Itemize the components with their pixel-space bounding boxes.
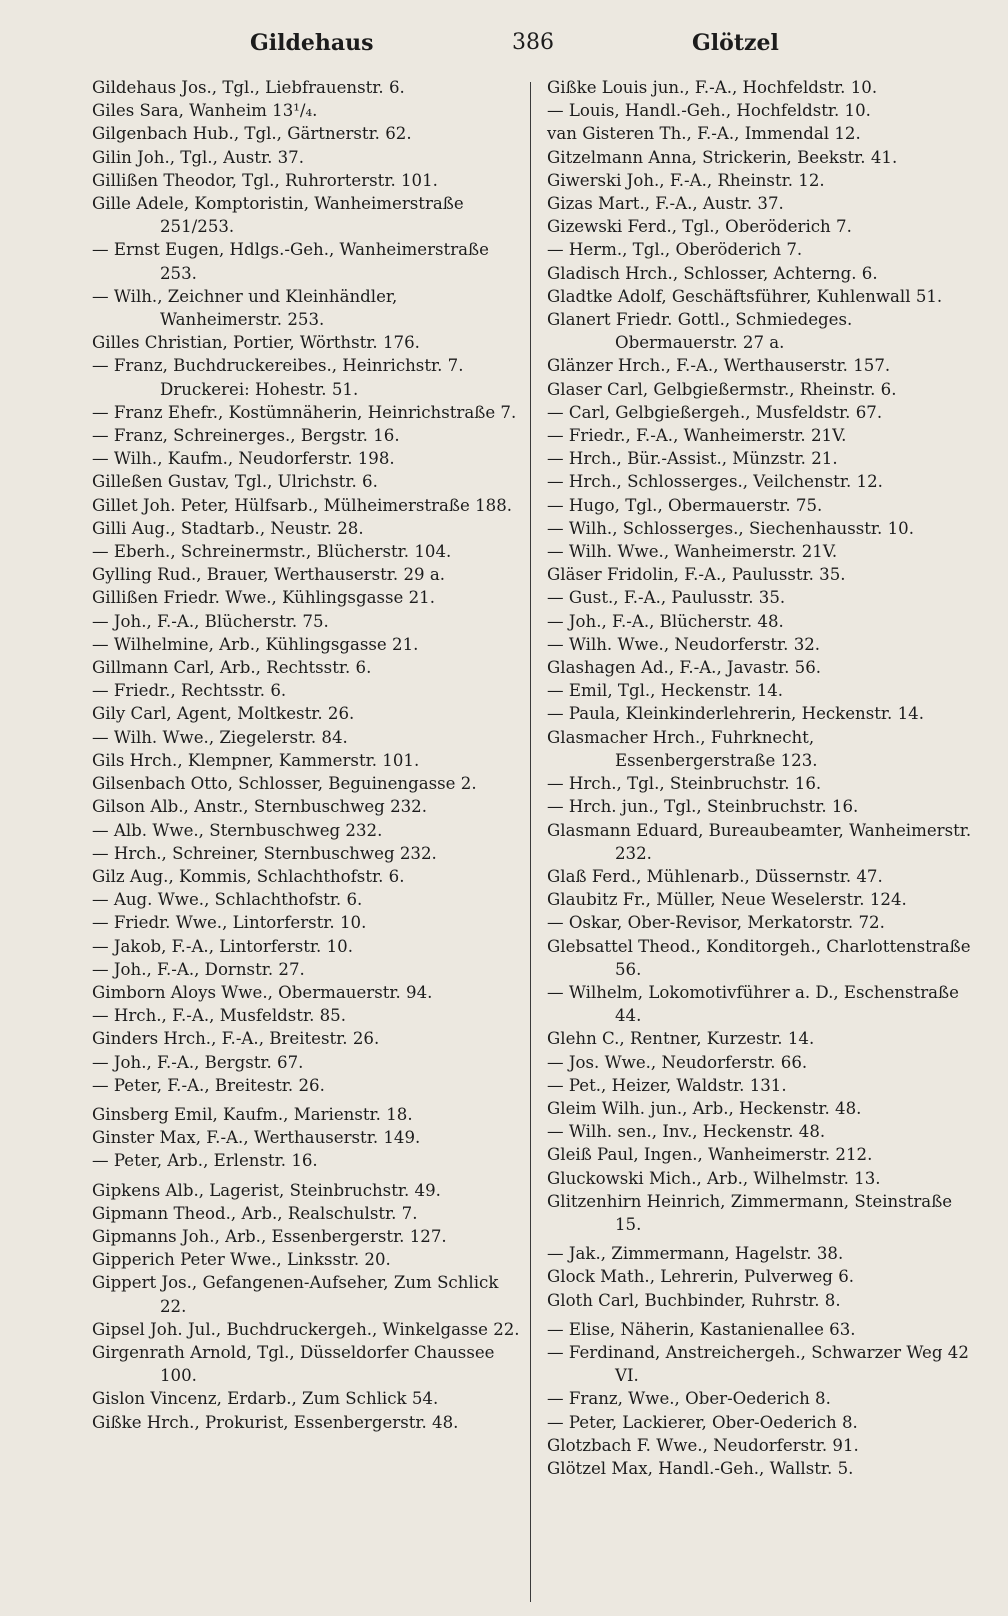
directory-entry: — Peter, Arb., Erlenstr. 16.	[92, 1151, 318, 1171]
directory-entry: — Joh., F.-A., Blücherstr. 75.	[92, 611, 329, 631]
directory-entry: Gilleßen Gustav, Tgl., Ulrichstr. 6.	[92, 472, 378, 492]
directory-entry: — Wilh. Wwe., Neudorferstr. 32.	[547, 634, 821, 654]
directory-entry: Gilgenbach Hub., Tgl., Gärtnerstr. 62.	[92, 124, 412, 144]
directory-entry: Glehn C., Rentner, Kurzestr. 14.	[547, 1029, 815, 1049]
directory-entry: Glebsattel Theod., Konditorgeh., Charlottenstraße 56.	[547, 936, 971, 979]
directory-entry: Gille Adele, Komptoristin, Wanheimerstraße 251/253.	[92, 194, 464, 237]
directory-entry: — Ernst Eugen, Hdlgs.-Geh., Wanheimerstraße 253.	[92, 240, 489, 283]
header-left-keyword: Gildehaus	[250, 30, 374, 56]
directory-entry: Gipmanns Joh., Arb., Essenbergerstr. 127.	[92, 1226, 447, 1246]
directory-entry: — Ferdinand, Anstreichergeh., Schwarzer Weg 42 VI.	[547, 1342, 969, 1386]
directory-entry: van Gisteren Th., F.-A., Immendal 12.	[547, 124, 861, 144]
directory-entry: Gilson Alb., Anstr., Sternbuschweg 232.	[92, 797, 428, 817]
directory-entry: — Hrch. jun., Tgl., Steinbruchstr. 16.	[547, 797, 859, 817]
directory-entry: — Wilh. Wwe., Wanheimerstr. 21V.	[547, 542, 838, 562]
directory-entry: — Aug. Wwe., Schlachthofstr. 6.	[92, 890, 363, 910]
directory-entry: — Friedr. Wwe., Lintorferstr. 10.	[92, 913, 367, 933]
page-number: 386	[512, 30, 554, 55]
directory-entry: Gipkens Alb., Lagerist, Steinbruchstr. 49.	[92, 1180, 441, 1200]
directory-entry: Gillet Joh. Peter, Hülfsarb., Mülheimerstraße 188.	[92, 495, 513, 515]
directory-entry: — Hrch., Schreiner, Sternbuschweg 232.	[92, 843, 437, 863]
directory-entry: — Joh., F.-A., Bergstr. 67.	[92, 1052, 304, 1072]
directory-entry: — Louis, Handl.-Geh., Hochfeldstr. 10.	[547, 101, 871, 121]
directory-entry: Gizewski Ferd., Tgl., Oberöderich 7.	[547, 217, 852, 237]
directory-entry: Gluckowski Mich., Arb., Wilhelmstr. 13.	[547, 1168, 881, 1188]
directory-entry: — Hrch., Schlosserges., Veilchenstr. 12.	[547, 472, 883, 492]
directory-entry: — Jos. Wwe., Neudorferstr. 66.	[547, 1052, 808, 1072]
directory-entry: — Elise, Näherin, Kastanienallee 63.	[547, 1319, 856, 1339]
directory-entry: — Hrch., Bür.-Assist., Münzstr. 21.	[547, 449, 838, 469]
directory-entry: Glitzenhirn Heinrich, Zimmermann, Steinstraße 15.	[547, 1191, 953, 1234]
right-column	[547, 76, 977, 1480]
header-right-keyword: Glötzel	[692, 30, 779, 56]
directory-entry: Glaubitz Fr., Müller, Neue Weselerstr. 124.	[547, 890, 907, 910]
directory-entry: — Friedr., Rechtsstr. 6.	[92, 681, 287, 701]
directory-entry: Gläser Fridolin, F.-A., Paulusstr. 35.	[547, 565, 846, 585]
directory-entry: Gleiß Paul, Ingen., Wanheimerstr. 212.	[547, 1145, 873, 1165]
directory-entry: — Carl, Gelbgießergeh., Musfeldstr. 67.	[547, 402, 883, 422]
directory-entry: Girgenrath Arnold, Tgl., Düsseldorfer Chaussee 100.	[92, 1342, 495, 1386]
directory-entry: Glänzer Hrch., F.-A., Werthauserstr. 157.	[547, 356, 891, 376]
directory-entry: — Wilhelmine, Arb., Kühlingsgasse 21.	[92, 634, 419, 654]
page-header	[0, 30, 1008, 64]
directory-entry: Gitzelmann Anna, Strickerin, Beekstr. 41.	[547, 147, 898, 167]
directory-entry: Ginsberg Emil, Kaufm., Marienstr. 18.	[92, 1104, 413, 1124]
directory-entry: — Herm., Tgl., Oberöderich 7.	[547, 240, 803, 260]
directory-entry: Giles Sara, Wanheim 13¹/₄.	[92, 101, 318, 121]
directory-entry: — Wilh., Kaufm., Neudorferstr. 198.	[92, 449, 395, 469]
directory-entry: Gißke Hrch., Prokurist, Essenbergerstr. 48.	[92, 1412, 459, 1432]
directory-entry: — Alb. Wwe., Sternbuschweg 232.	[92, 820, 383, 840]
directory-entry: — Franz, Wwe., Ober-Oederich 8.	[547, 1389, 831, 1409]
directory-entry: Glashagen Ad., F.-A., Javastr. 56.	[547, 658, 822, 678]
directory-entry: — Franz Ehefr., Kostümnäherin, Heinrichstraße 7.	[92, 402, 517, 422]
directory-entry: Glötzel Max, Handl.-Geh., Wallstr. 5.	[547, 1458, 854, 1478]
directory-entry: Gipmann Theod., Arb., Realschulstr. 7.	[92, 1203, 418, 1223]
directory-entry: Ginders Hrch., F.-A., Breitestr. 26.	[92, 1029, 380, 1049]
directory-entry: Gladisch Hrch., Schlosser, Achterng. 6.	[547, 263, 878, 283]
directory-entry: — Peter, Lackierer, Ober-Oederich 8.	[547, 1412, 858, 1432]
directory-entry: — Joh., F.-A., Blücherstr. 48.	[547, 611, 784, 631]
directory-entry: — Wilh. Wwe., Ziegelerstr. 84.	[92, 727, 348, 747]
directory-entry: Glock Math., Lehrerin, Pulverweg 6.	[547, 1267, 855, 1287]
directory-entry: Glaß Ferd., Mühlenarb., Düssernstr. 47.	[547, 866, 883, 886]
directory-entry: — Jak., Zimmermann, Hagelstr. 38.	[547, 1244, 844, 1264]
directory-entry: Gimborn Aloys Wwe., Obermauerstr. 94.	[92, 982, 433, 1002]
directory-entry: Glasmacher Hrch., Fuhrknecht, Essenbergerstraße 123.	[547, 727, 818, 770]
column-divider	[530, 82, 531, 1602]
directory-entry: Gilin Joh., Tgl., Austr. 37.	[92, 147, 305, 167]
directory-entry: Giwerski Joh., F.-A., Rheinstr. 12.	[547, 170, 825, 190]
directory-entry: Gleim Wilh. jun., Arb., Heckenstr. 48.	[547, 1098, 862, 1118]
directory-entry: — Hrch., Tgl., Steinbruchstr. 16.	[547, 774, 822, 794]
directory-entry: Gloth Carl, Buchbinder, Ruhrstr. 8.	[547, 1290, 841, 1310]
directory-entry: — Peter, F.-A., Breitestr. 26.	[92, 1075, 325, 1095]
directory-entry: Gilsenbach Otto, Schlosser, Beguinengasse 2.	[92, 774, 477, 794]
directory-entry: — Gust., F.-A., Paulusstr. 35.	[547, 588, 786, 608]
directory-entry: Gils Hrch., Klempner, Kammerstr. 101.	[92, 750, 420, 770]
directory-entry: Gillmann Carl, Arb., Rechtsstr. 6.	[92, 658, 372, 678]
directory-entry: — Joh., F.-A., Dornstr. 27.	[92, 959, 305, 979]
directory-entry: Gily Carl, Agent, Moltkestr. 26.	[92, 704, 355, 724]
directory-entry: Gilli Aug., Stadtarb., Neustr. 28.	[92, 518, 364, 538]
directory-entry: — Paula, Kleinkinderlehrerin, Heckenstr. 14.	[547, 704, 924, 724]
directory-entry: Gilles Christian, Portier, Wörthstr. 176.	[92, 333, 420, 353]
directory-entry: — Oskar, Ober-Revisor, Merkatorstr. 72.	[547, 913, 885, 933]
directory-entry: — Friedr., F.-A., Wanheimerstr. 21V.	[547, 426, 847, 446]
directory-entry: Gylling Rud., Brauer, Werthauserstr. 29 a.	[92, 565, 446, 585]
directory-entry: Gizas Mart., F.-A., Austr. 37.	[547, 194, 784, 214]
directory-entry: — Hrch., F.-A., Musfeldstr. 85.	[92, 1006, 347, 1026]
directory-entry: — Wilh., Schlosserges., Siechenhausstr. 10.	[547, 518, 914, 538]
directory-entry: — Eberh., Schreinermstr., Blücherstr. 104.	[92, 542, 452, 562]
directory-entry: — Wilh., Zeichner und Kleinhändler, Wanheimerstr. 253.	[92, 286, 398, 330]
directory-entry: — Franz, Buchdruckereibes., Heinrichstr. 7. Druckerei: Hohestr. 51.	[92, 356, 464, 399]
directory-entry: Glanert Friedr. Gottl., Schmiedeges. Obermauerstr. 27 a.	[547, 310, 853, 353]
directory-entry: Gillißen Friedr. Wwe., Kühlingsgasse 21.	[92, 588, 435, 608]
directory-entry: Gipsel Joh. Jul., Buchdruckergeh., Winkelgasse 22.	[92, 1319, 520, 1339]
directory-entry: Gißke Louis jun., F.-A., Hochfeldstr. 10.	[547, 78, 878, 97]
directory-entry: Gippert Jos., Gefangenen-Aufseher, Zum Schlick 22.	[92, 1273, 499, 1316]
directory-entry: — Franz, Schreinerges., Bergstr. 16.	[92, 426, 400, 446]
directory-entry: — Wilh. sen., Inv., Heckenstr. 48.	[547, 1122, 826, 1142]
directory-entry: Glotzbach F. Wwe., Neudorferstr. 91.	[547, 1435, 859, 1455]
directory-entry: — Wilhelm, Lokomotivführer a. D., Eschenstraße 44.	[547, 982, 959, 1026]
directory-entry: — Emil, Tgl., Heckenstr. 14.	[547, 681, 784, 701]
directory-entry: Gildehaus Jos., Tgl., Liebfrauenstr. 6.	[92, 78, 405, 97]
directory-entry: Gladtke Adolf, Geschäftsführer, Kuhlenwall 51.	[547, 286, 943, 306]
directory-entry: — Jakob, F.-A., Lintorferstr. 10.	[92, 936, 353, 956]
directory-entry: Gislon Vincenz, Erdarb., Zum Schlick 54.	[92, 1389, 439, 1409]
left-column	[92, 76, 522, 1434]
directory-entry: Glaser Carl, Gelbgießermstr., Rheinstr. 6.	[547, 379, 897, 399]
directory-entry: Glasmann Eduard, Bureaubeamter, Wanheimerstr. 232.	[547, 820, 972, 863]
directory-entry: Ginster Max, F.-A., Werthauserstr. 149.	[92, 1128, 421, 1148]
directory-entry: Gilz Aug., Kommis, Schlachthofstr. 6.	[92, 866, 405, 886]
directory-entry: — Pet., Heizer, Waldstr. 131.	[547, 1075, 787, 1095]
directory-entry: — Hugo, Tgl., Obermauerstr. 75.	[547, 495, 823, 515]
directory-entry: Gillißen Theodor, Tgl., Ruhrorterstr. 101.	[92, 170, 438, 190]
directory-entry: Gipperich Peter Wwe., Linksstr. 20.	[92, 1250, 391, 1270]
